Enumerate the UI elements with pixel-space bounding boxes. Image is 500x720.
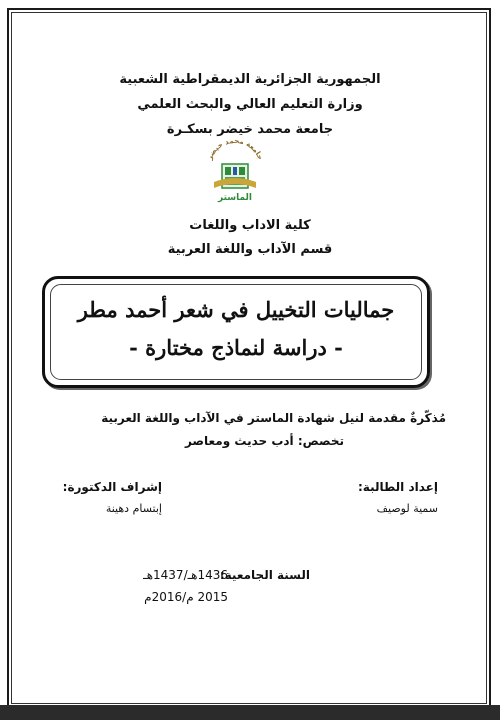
faculty-name: كلية الاداب واللغات	[189, 218, 311, 233]
ministry-heading: وزارة التعليم العالي والبحث العلمي	[137, 97, 363, 112]
memo-description: مُذكّرةٌ مقدمة لنيل شهادة الماستر في الآداب واللغة العربية	[101, 411, 446, 425]
republic-heading: الجمهورية الجزائرية الديمقراطية الشعبية	[119, 72, 381, 87]
student-label: إعداد الطالبة:	[358, 480, 438, 494]
logo-arc-text: جامعة محمد خيضر	[205, 138, 265, 162]
university-heading: جامعة محمد خيضر بسكـرة	[166, 122, 334, 137]
student-name: سمية لوصيف	[376, 502, 438, 515]
thesis-title-box	[42, 276, 430, 388]
academic-year-label: السنة الجامعية:	[219, 568, 310, 582]
bottom-scroll-bar	[0, 705, 500, 720]
svg-text:جامعة محمد خيضر	[205, 138, 264, 162]
specialty-label: تخصص: أدب حديث ومعاصر	[184, 434, 344, 448]
academic-year-hijri: 1436هـ/1437هـ	[143, 568, 228, 582]
university-logo-icon	[200, 138, 270, 204]
supervisor-name: إبتسام دهينة	[105, 502, 162, 515]
academic-year-gregorian: 2015 م/2016م	[144, 590, 228, 604]
thesis-title-line2: - دراسة لنماذج مختارة -	[129, 335, 343, 360]
department-name: قسم الآداب واللغة العربية	[167, 242, 333, 257]
thesis-title-line1: جماليات التخييل في شعر أحمد مطر	[77, 297, 395, 322]
supervisor-label: إشراف الدكتورة:	[62, 480, 162, 494]
logo-caption: الماستر	[217, 193, 253, 203]
